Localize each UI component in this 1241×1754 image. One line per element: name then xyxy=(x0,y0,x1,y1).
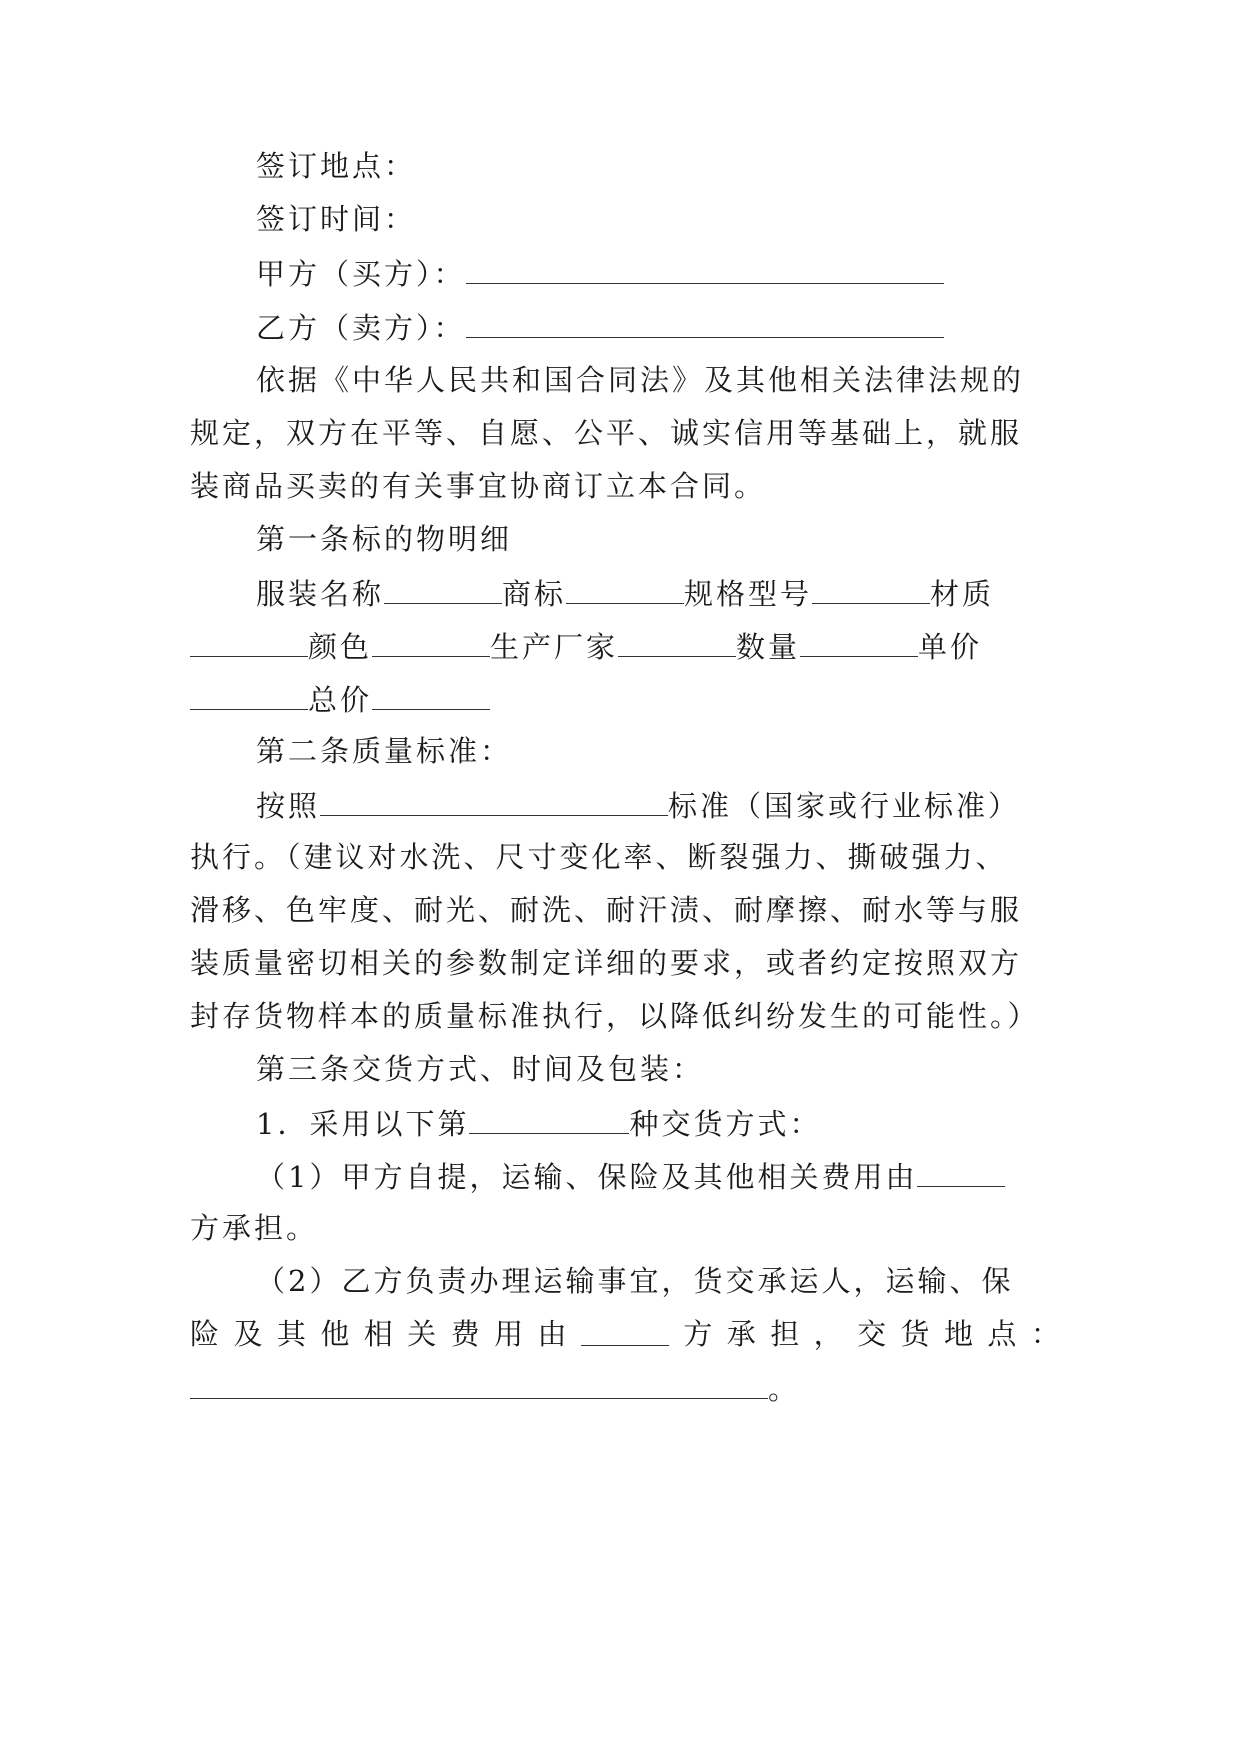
quantity-blank[interactable] xyxy=(800,622,918,657)
article1-row-1 xyxy=(256,569,994,615)
maker-blank[interactable] xyxy=(618,622,736,657)
opt2-char: 由 xyxy=(537,1317,567,1351)
standard-label: 标准（国家或行业标准） xyxy=(668,789,1021,823)
opt2-char: 交 xyxy=(857,1317,887,1351)
option1-party-blank[interactable] xyxy=(917,1152,1005,1187)
article3-item-1 xyxy=(256,1099,821,1145)
party-a-line xyxy=(256,249,944,295)
maker-label: 生产厂家 xyxy=(490,630,619,664)
brand-blank[interactable] xyxy=(566,569,684,604)
article1-row-2 xyxy=(190,622,982,668)
brand-label: 商标 xyxy=(502,577,567,611)
total-price-blank[interactable] xyxy=(372,675,490,710)
opt2-char: 关 xyxy=(407,1317,437,1351)
material-blank[interactable] xyxy=(190,622,308,657)
article2-line-2: 执行。（建议对水洗、尺寸变化率、断裂强力、撕破强力、 xyxy=(190,840,1008,874)
delivery-option-blank[interactable] xyxy=(469,1099,629,1134)
opt2-char: 险 xyxy=(190,1317,220,1351)
opt2-char: 费 xyxy=(450,1317,480,1351)
signing-time-label: 签订时间： xyxy=(256,202,417,236)
garment-name-blank[interactable] xyxy=(384,569,502,604)
opt2-char: 用 xyxy=(494,1317,524,1351)
party-a-label: 甲方（买方）： xyxy=(256,257,466,291)
article1-row-3 xyxy=(190,675,490,721)
party-b-label: 乙方（卖方）： xyxy=(256,311,466,345)
spec-label: 规格型号 xyxy=(684,577,813,611)
color-label: 颜色 xyxy=(308,630,373,664)
item1-prefix: 1．采用以下第 xyxy=(256,1107,470,1141)
article2-line-4: 装质量密切相关的参数制定详细的要求，或者约定按照双方 xyxy=(190,946,1023,980)
signing-place-label: 签订地点： xyxy=(256,149,417,183)
item1-suffix: 种交货方式： xyxy=(629,1107,822,1141)
preamble-line-3: 装商品买卖的有关事宜协商订立本合同。 xyxy=(190,469,767,503)
material-label: 材质 xyxy=(930,577,995,611)
option2-line-2 xyxy=(190,1311,1060,1357)
delivery-place-blank[interactable] xyxy=(190,1364,768,1399)
unit-price-label: 单价 xyxy=(918,630,983,664)
article2-line-3: 滑移、色牢度、耐光、耐洗、耐汗渍、耐摩擦、耐水等与服 xyxy=(190,893,1023,927)
unit-price-blank[interactable] xyxy=(190,675,308,710)
opt2-char: 承 xyxy=(726,1317,756,1351)
per-label: 按照 xyxy=(256,789,321,823)
opt2-char: 地 xyxy=(943,1317,973,1351)
opt2-char: 点 xyxy=(987,1317,1017,1351)
option2-line-3 xyxy=(190,1364,800,1410)
quantity-label: 数量 xyxy=(736,630,801,664)
opt2-char: 方 xyxy=(683,1317,713,1351)
signing-time-line xyxy=(256,196,416,242)
article2-title: 第二条质量标准： xyxy=(256,734,513,768)
opt2-char: 相 xyxy=(363,1317,393,1351)
opt2-char: 其 xyxy=(276,1317,306,1351)
option1-cont: 方承担。 xyxy=(190,1211,319,1245)
party-a-blank[interactable] xyxy=(466,249,944,284)
option2-party-blank[interactable] xyxy=(581,1311,669,1346)
option2-end: 。 xyxy=(768,1372,801,1406)
article3-title: 第三条交货方式、时间及包装： xyxy=(256,1052,705,1086)
option2-line-1: （2）乙方负责办理运输事宜，货交承运人，运输、保 xyxy=(256,1264,1014,1298)
garment-name-label: 服装名称 xyxy=(256,577,385,611)
total-price-label: 总价 xyxy=(308,683,373,717)
option1-line xyxy=(256,1152,1005,1198)
opt2-char: 及 xyxy=(233,1317,263,1351)
opt2-char: 担 xyxy=(770,1317,800,1351)
article2-line-5: 封存货物样本的质量标准执行，以降低纠纷发生的可能性。） xyxy=(190,999,1040,1033)
party-b-line xyxy=(256,303,944,349)
article1-title: 第一条标的物明细 xyxy=(256,522,513,556)
opt2-char: 货 xyxy=(900,1317,930,1351)
color-blank[interactable] xyxy=(372,622,490,657)
preamble-line-2: 规定，双方在平等、自愿、公平、诚实信用等基础上，就服 xyxy=(190,416,1023,450)
opt2-char: ， xyxy=(813,1317,843,1351)
party-b-blank[interactable] xyxy=(466,303,944,338)
standard-blank[interactable] xyxy=(320,781,668,816)
article2-line-1 xyxy=(256,781,1020,827)
opt2-char: ： xyxy=(1030,1317,1060,1351)
option1-text: （1）甲方自提，运输、保险及其他相关费用由 xyxy=(256,1160,918,1194)
preamble-line-1: 依据《中华人民共和国合同法》及其他相关法律法规的 xyxy=(256,363,1025,397)
spec-blank[interactable] xyxy=(812,569,930,604)
opt2-char: 他 xyxy=(320,1317,350,1351)
signing-place-line xyxy=(256,143,416,189)
